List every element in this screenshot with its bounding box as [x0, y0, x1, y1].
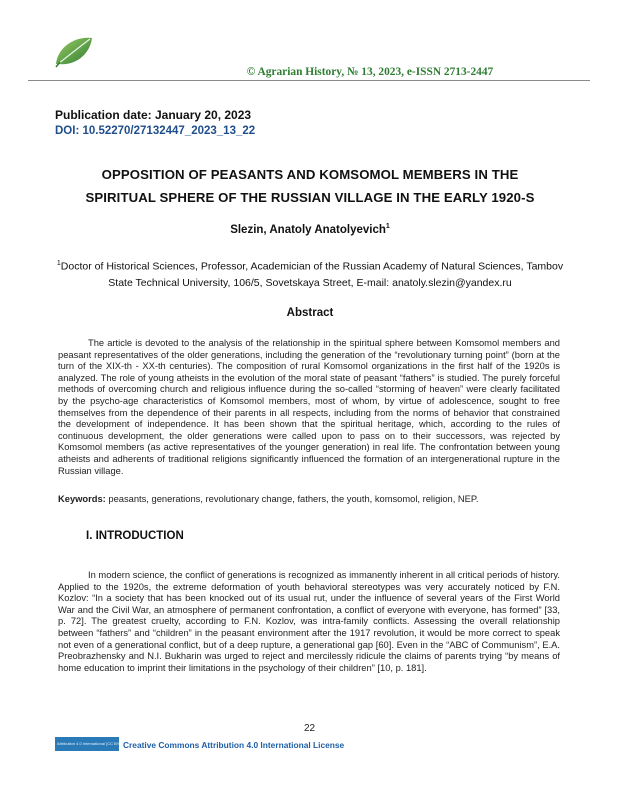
affiliation-text: Doctor of Historical Sciences, Professor, Academician of the Russian Academy of Natural Sciences, Tambov State Technical University, 106/5, Sovetskaya Street, E-mail: anatoly.slezin@yandex.ru [60, 260, 564, 289]
journal-header-line: © Agrarian History, № 13, 2023, e-ISSN 2713-2447 [246, 66, 494, 78]
title-line-2: SPIRITUAL SPHERE OF THE RUSSIAN VILLAGE IN THE EARLY 1920-S [85, 190, 535, 205]
header-rule [28, 80, 590, 81]
doi-link[interactable]: DOI: 10.52270/27132447_2023_13_22 [55, 125, 256, 137]
abstract-text: The article is devoted to the analysis of the relationship in the spiritual sphere between Komsomol members and peasant representatives of the older generations, including the generation of the “revolutionary turning point” (born at the turn of the XIX-th - XX-th centuries). The composition of rural Komsomol organizations in the first half of the 1920s is analyzed. The role of young atheists in the evolution of the moral state of peasant “fathers” is studied. The purely forceful methods of overcoming church and religious influence during the so-called “storming of heaven” were clearly facilitated by the psycho-age characteristics of Komsomol members, most of whom, by virtue of adolescence, sought to free themselves from the dependence of their parents in all respects, including from the norms of behavior that constrained the development of independence. It has been shown that the spiritual heritage, which, according to the rules of continuous development, the older generations were called upon to pass on to their successors, was rejected by Komsomol members (as active representatives of the younger generation) in real life. The confrontation between young atheists and adherents of traditional religions significantly influenced the formation of an intergenerational rupture in the Russian village. [58, 338, 560, 476]
publication-date: Publication date: January 20, 2023 [55, 108, 252, 122]
introduction-heading: I. INTRODUCTION [86, 530, 184, 542]
introduction-text: In modern science, the conflict of generations is recognized as immanently inherent in all critical periods of history. Applied to the 1920s, the extreme deformation of youth behavioral stereotypes was very accurately noticed by F.N. Kozlov: “In a society that has been knocked out of its usual rut, under the influence of several years of the First World War and the Civil War, an atmosphere of permanent confrontation, a conflict of everyone with everyone, has formed” [33, p. 72]. The greatest cruelty, according to F.N. Kozlov, was intra-family conflicts. Assessing the overall relationship between “fathers” and “children” in the peasant environment after the 1917 revolution, it would be more correct to speak not even of a generational conflict, but of a deep rupture, a generational gap [60]. Even in the “ABC of Communism”, E.A. Preobrazhensky and N.I. Bukharin was urged to reject and mercilessly ridicule the claims of parents trying “by means of home education to imprint their limitations in the psychology of their children” [10, p. 181]. [58, 570, 560, 673]
license-link[interactable]: Creative Commons Attribution 4.0 International License [123, 740, 345, 750]
keywords-line [58, 494, 560, 506]
title-line-1: OPPOSITION OF PEASANTS AND KOMSOMOL MEMBERS IN THE [101, 167, 519, 182]
author-affiliation-marker: 1 [385, 223, 390, 230]
author-line [40, 223, 580, 236]
affiliation-marker: 1 [56, 260, 61, 267]
cc-license-badge[interactable] [55, 737, 128, 751]
page-number: 22 [303, 723, 316, 734]
cc-badge-text: Attribution 4.0 International (CC BY 4.0) [57, 741, 128, 746]
keywords-text: peasants, generations, revolutionary change, fathers, the youth, komsomol, religion, NEP. [105, 494, 479, 504]
journal-leaf-logo [54, 34, 94, 68]
article-title [40, 163, 580, 209]
affiliation [48, 256, 572, 291]
keywords-label: Keywords: [58, 494, 106, 504]
abstract-heading: Abstract [286, 307, 334, 319]
author-name: Slezin, Anatoly Anatolyevich [230, 223, 386, 236]
